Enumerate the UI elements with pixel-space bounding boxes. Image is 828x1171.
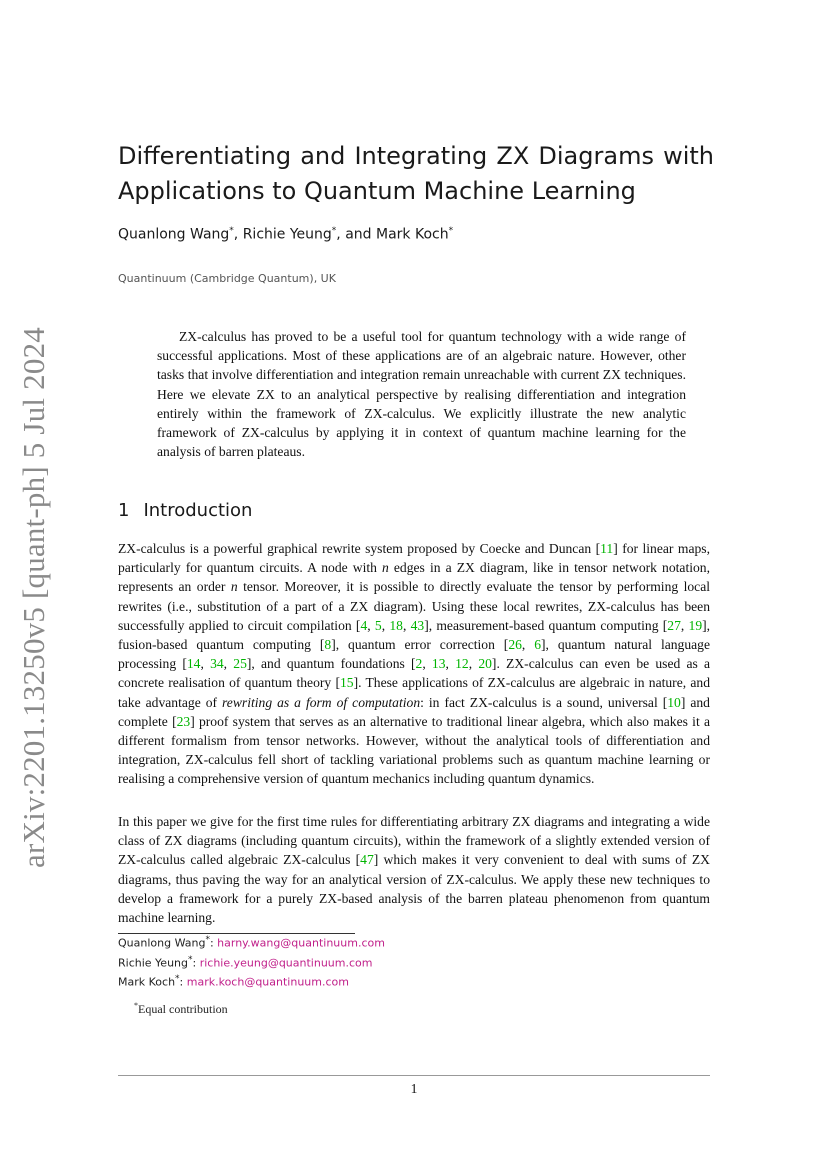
section-heading — [118, 500, 252, 521]
paragraph-text: ] and complete [ — [118, 694, 710, 729]
paragraph-text: ]. ZX-calculus can even be used as a concrete realisation of quantum theory [ — [118, 656, 711, 691]
paragraph-text: ] for linear maps, particularly for quantum circuits. A node with — [118, 541, 710, 576]
paragraph-text: tensor. Moreover, it is possible to directly evaluate the tensor by performing local rewrites (i.e., substitution of a part of a ZX diagram). Using these local rewrites, ZX-calculus has been successfully applied to circuit compilation [ — [118, 579, 711, 633]
title-line-1: Differentiating and Integrating ZX Diagrams with — [118, 142, 714, 170]
math-symbol: n — [382, 560, 389, 576]
equal-contribution-mark: * — [331, 226, 337, 236]
footnote-divider — [118, 933, 355, 934]
citation-link[interactable]: 13 — [431, 656, 446, 672]
footnote-mark: * — [134, 1001, 138, 1010]
contact-name: Richie Yeung — [118, 956, 188, 970]
citation-link[interactable]: 5 — [374, 617, 382, 633]
equal-contribution-footnote — [134, 1001, 228, 1017]
emphasized-text: rewriting as a form of computation — [222, 694, 421, 710]
page-number: 1 — [410, 1081, 418, 1096]
author-list — [118, 226, 453, 243]
citation-link[interactable]: 12 — [455, 656, 469, 672]
citation-link[interactable]: 11 — [600, 541, 614, 556]
citation-link[interactable]: 4 — [360, 617, 368, 633]
equal-contribution-mark: * — [448, 226, 454, 236]
citation-separator: , — [445, 656, 456, 672]
intro-paragraph-1 — [118, 539, 710, 789]
citation-link[interactable]: 23 — [176, 713, 191, 729]
citation-link[interactable]: 25 — [233, 656, 247, 672]
citation-separator: , — [200, 656, 211, 672]
email-link[interactable]: mark.koch@quantinuum.com — [186, 975, 349, 989]
citation-link[interactable]: 2 — [415, 656, 423, 672]
citation-link[interactable]: 19 — [688, 617, 703, 633]
affiliation: Quantinuum (Cambridge Quantum), UK — [118, 272, 336, 285]
citation-link[interactable]: 14 — [186, 656, 201, 672]
citation-separator: , — [402, 617, 411, 633]
paper-title — [118, 139, 714, 209]
citation-link[interactable]: 6 — [534, 637, 542, 653]
contact-name: Mark Koch — [118, 975, 176, 989]
author-name: Mark Koch — [376, 226, 449, 243]
contact-footnote — [118, 955, 372, 970]
citation-link[interactable]: 15 — [339, 675, 354, 691]
paragraph-text: ], quantum natural language processing [ — [118, 637, 711, 672]
citation-link[interactable]: 43 — [410, 617, 425, 633]
citation-link[interactable]: 10 — [667, 694, 681, 710]
intro-paragraph-2 — [118, 812, 710, 927]
author-name: Richie Yeung — [242, 226, 332, 243]
contact-separator: : — [192, 956, 200, 970]
paragraph-text: ]. These applications of ZX-calculus are algebraic in nature, and take advantage of — [118, 675, 710, 710]
contact-separator: : — [179, 975, 187, 989]
paragraph-text: edges in a ZX diagram, like in tensor network notation, represents an order — [118, 560, 710, 595]
citation-link[interactable]: 34 — [210, 656, 224, 672]
section-title: Introduction — [143, 500, 253, 521]
author-separator: , and — [336, 226, 376, 243]
citation-link[interactable]: 27 — [667, 617, 681, 633]
citation-link[interactable]: 8 — [324, 637, 332, 653]
contact-footnote — [118, 974, 349, 989]
paragraph-text: ] which makes it very convenient to deal with sums of ZX diagrams, thus paving the way for an analytical version of ZX-calculus. We apply these new techniques to develop a framework for a purely ZX-based analysis of the barren plateau phenomenon from quantum machine learning. — [118, 852, 710, 926]
paragraph-text: ] proof system that serves as an alternative to traditional linear algebra, which also makes it a different formalism from tensor networks. However, without the analytical tools of differentiation and integration, ZX-calculus fell short of tackling variational problems such as quantum machine learning or realising a comprehensive version of quantum mechanics including quantum dynamics. — [118, 713, 711, 787]
paragraph-text: In this paper we give for the first time rules for differentiating arbitrary ZX diagrams and integrating a wide class of ZX diagrams (including quantum circuits), within the framework of a slightly extended version of ZX-calculus called algebraic ZX-calculus [ — [118, 814, 710, 868]
citation-separator: , — [680, 617, 689, 633]
citation-separator: , — [367, 617, 375, 633]
paragraph-text: ], quantum error correction [ — [331, 637, 509, 653]
citation-link[interactable]: 26 — [508, 637, 522, 653]
citation-link[interactable]: 18 — [389, 617, 403, 633]
footnote-text: Equal contribution — [138, 1002, 228, 1016]
author-name: Quanlong Wang — [118, 226, 230, 243]
citation-link[interactable]: 20 — [478, 656, 492, 672]
citation-link[interactable]: 47 — [360, 852, 374, 868]
contact-footnote — [118, 935, 385, 950]
paragraph-text: ZX-calculus is a powerful graphical rewrite system proposed by Coecke and Duncan [ — [118, 541, 601, 556]
email-link[interactable]: richie.yeung@quantinuum.com — [199, 956, 373, 970]
citation-separator: , — [422, 656, 432, 672]
email-link[interactable]: harny.wang@quantinuum.com — [217, 936, 385, 950]
contact-name: Quanlong Wang — [118, 936, 206, 950]
abstract: ZX-calculus has proved to be a useful tool for quantum technology with a wide range of successful applications. Most of these applications are of an algebraic nature. However, other tasks that involve differentiation and integration remain unreachable with current ZX techniques. Here we elevate ZX to an analytical perspective by realising differentiation and integration entirely within the framework of ZX-calculus. We explicitly illustrate the new analytic framework of ZX-calculus by applying it in context of quantum machine learning for the analysis of barren plateaus. — [157, 329, 686, 460]
citation-separator: , — [521, 637, 535, 653]
author-separator: , — [233, 226, 243, 243]
equal-contribution-mark: * — [188, 955, 193, 965]
title-line-2: Applications to Quantum Machine Learning — [118, 177, 636, 205]
math-symbol: n — [230, 579, 238, 595]
section-number: 1 — [118, 500, 130, 521]
citation-separator: , — [468, 656, 479, 672]
equal-contribution-mark: * — [175, 974, 180, 984]
citation-separator: , — [223, 656, 234, 672]
arxiv-identifier: arXiv:2201.13250v5 [quant-ph] 5 Jul 2024 — [16, 327, 51, 868]
equal-contribution-mark: * — [229, 226, 234, 236]
paragraph-text: ], measurement-based quantum computing [ — [424, 617, 668, 633]
citation-separator: , — [381, 617, 390, 633]
paragraph-text: ], fusion-based quantum computing [ — [118, 617, 711, 653]
contact-separator: : — [209, 936, 218, 950]
page-footer-rule — [118, 1075, 710, 1076]
paragraph-text: : in fact ZX-calculus is a sound, universal [ — [420, 694, 668, 710]
equal-contribution-mark: * — [205, 935, 210, 945]
paragraph-text: ], and quantum foundations [ — [246, 656, 416, 672]
